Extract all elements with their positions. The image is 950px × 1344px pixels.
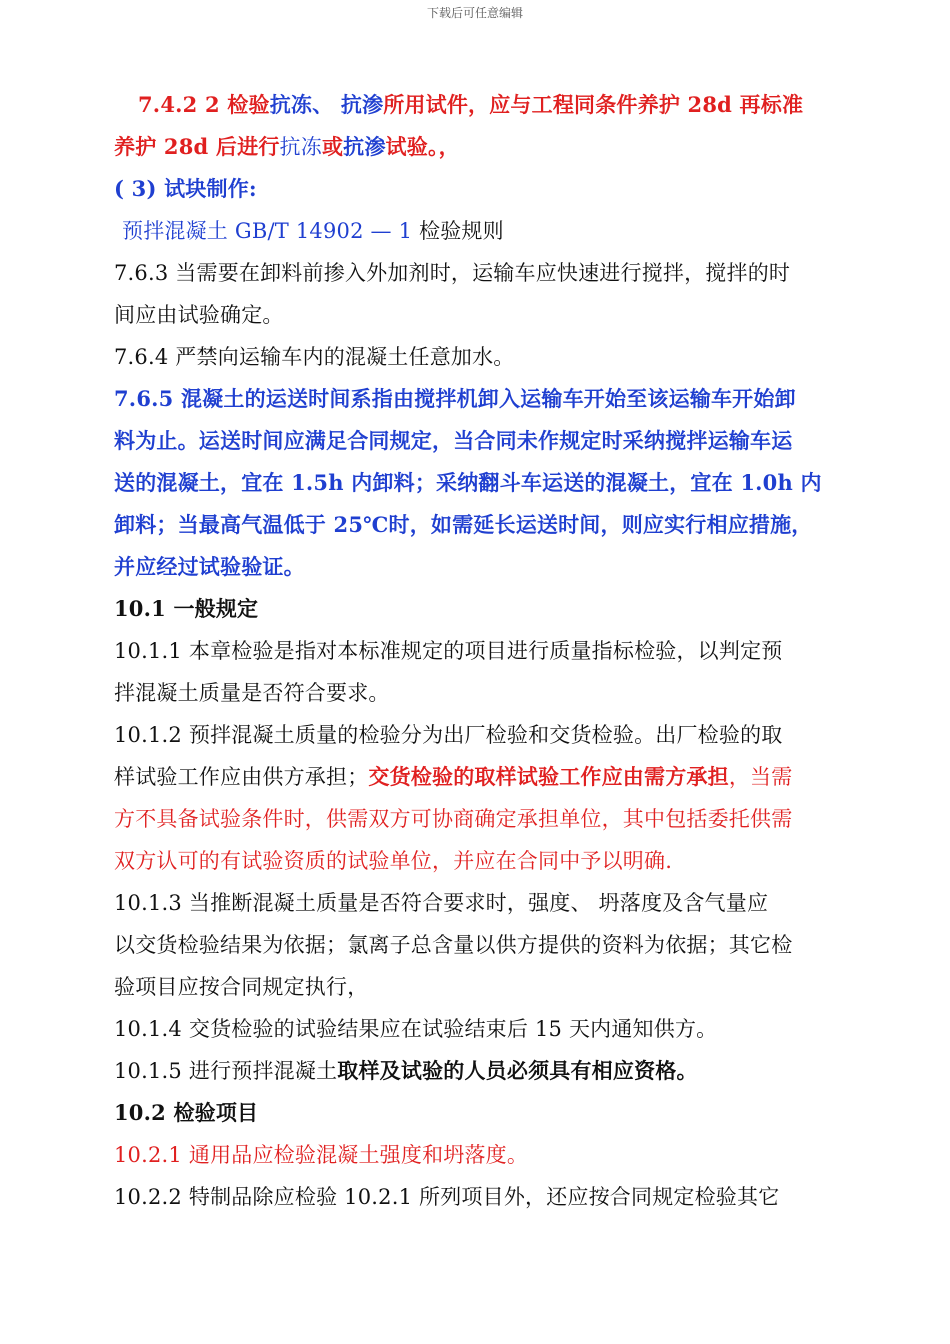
text-span: 7.6.3 当需要在卸料前掺入外加剂时，运输车应快速进行搅拌，搅拌的时 <box>114 261 791 285</box>
text-span: 抗渗 <box>343 134 386 159</box>
text-span: 并应经过试验验证。 <box>114 554 305 579</box>
text-line <box>114 294 860 336</box>
text-line <box>114 462 860 504</box>
text-span: ( 3) 试块制作: <box>114 176 257 201</box>
page-header: 下载后可任意编辑 <box>426 6 523 20</box>
text-line <box>114 378 860 420</box>
text-span: 7.4.2 2 检验 <box>138 92 270 117</box>
text-span: 样试验工作应由供方承担； <box>114 765 369 789</box>
text-line <box>114 336 860 378</box>
text-span: 10.2.1 通用品应检验混凝土强度和坍落度。 <box>114 1143 529 1167</box>
text-line <box>114 1134 860 1176</box>
text-line <box>114 1050 860 1092</box>
text-line <box>114 756 860 798</box>
text-span: 抗冻 <box>279 135 322 159</box>
text-span: 10.2.2 特制品除应检验 10.2.1 所列项目外，还应按合同规定检验其它 <box>114 1185 780 1209</box>
text-line <box>114 252 860 294</box>
text-span: 拌混凝土质量是否符合要求。 <box>114 681 390 705</box>
text-span: 以交货检验结果为依据；氯离子总含量以供方提供的资料为依据；其它检 <box>114 933 793 957</box>
text-span: ，当需 <box>728 765 793 789</box>
text-line <box>114 546 860 588</box>
text-span: 检验规则 <box>419 219 504 243</box>
text-span: 卸料；当最高气温低于 25℃时，如需延长运送时间，则应实行相应措施， <box>114 512 813 537</box>
text-span: 或 <box>321 134 344 159</box>
text-span: 10.1.3 当推断混凝土质量是否符合要求时，强度、 坍落度及含气量应 <box>114 891 769 915</box>
text-span: 交货检验的取样试验工作应由需方承担 <box>368 764 729 789</box>
text-line <box>114 672 860 714</box>
text-line <box>114 420 860 462</box>
text-line <box>114 1176 860 1218</box>
text-line <box>114 714 860 756</box>
text-line <box>114 798 860 840</box>
text-span: 试验。， <box>385 134 460 159</box>
text-span: 取样及试验的人员必须具有相应资格。 <box>337 1058 698 1083</box>
text-span: 送的混凝土，宜在 1.5h 内卸料；采纳翻斗车运送的混凝土，宜在 1.0h 内 <box>114 470 822 495</box>
text-span: 10.1.2 预拌混凝土质量的检验分为出厂检验和交货检验。出厂检验的取 <box>114 723 783 747</box>
text-span: 所用试件，应与工程同条件养护 28d 再标准 <box>383 92 804 117</box>
text-span: 间应由试验确定。 <box>114 303 284 327</box>
text-line <box>114 840 860 882</box>
text-span: 10.1.1 本章检验是指对本标准规定的项目进行质量指标检验，以判定预 <box>114 639 783 663</box>
text-span: 7.6.5 混凝土的运送时间系指由搅拌机卸入运输车开始至该运输车开始卸 <box>114 386 796 411</box>
text-span: 方不具备试验条件时，供需双方可协商确定承担单位，其中包括委托供需 <box>114 807 793 831</box>
text-span: 10.1 一般规定 <box>114 596 259 621</box>
text-span: 7.6.4 严禁向运输车内的混凝土任意加水。 <box>114 345 515 369</box>
text-line <box>114 882 860 924</box>
text-span: 料为止。运送时间应满足合同规定，当合同未作规定时采纳搅拌运输车运 <box>114 428 793 453</box>
text-span: 10.1.5 进行预拌混凝土 <box>114 1059 338 1083</box>
text-line <box>114 966 860 1008</box>
text-span: 抗冻、 <box>269 92 334 117</box>
text-span: 预拌混凝土 GB/T 14902 — 1 <box>122 219 420 243</box>
text-span: 抗渗 <box>333 92 384 117</box>
text-line <box>114 630 860 672</box>
text-line <box>114 210 860 252</box>
text-line <box>114 1092 860 1134</box>
text-line <box>114 588 860 630</box>
text-line <box>114 126 860 168</box>
text-span: 双方认可的有试验资质的试验单位，并应在合同中予以明确. <box>114 849 673 873</box>
text-line <box>114 1008 860 1050</box>
text-span: 养护 28d 后进行 <box>114 134 280 159</box>
text-span: 验项目应按合同规定执行， <box>114 975 369 999</box>
document-body <box>114 84 860 1218</box>
text-line <box>114 924 860 966</box>
text-span: 10.1.4 交货检验的试验结果应在试验结束后 15 天内通知供方。 <box>114 1017 718 1041</box>
text-span: 10.2 检验项目 <box>114 1100 259 1125</box>
text-line <box>114 504 860 546</box>
text-line <box>114 84 860 126</box>
text-line <box>114 168 860 210</box>
